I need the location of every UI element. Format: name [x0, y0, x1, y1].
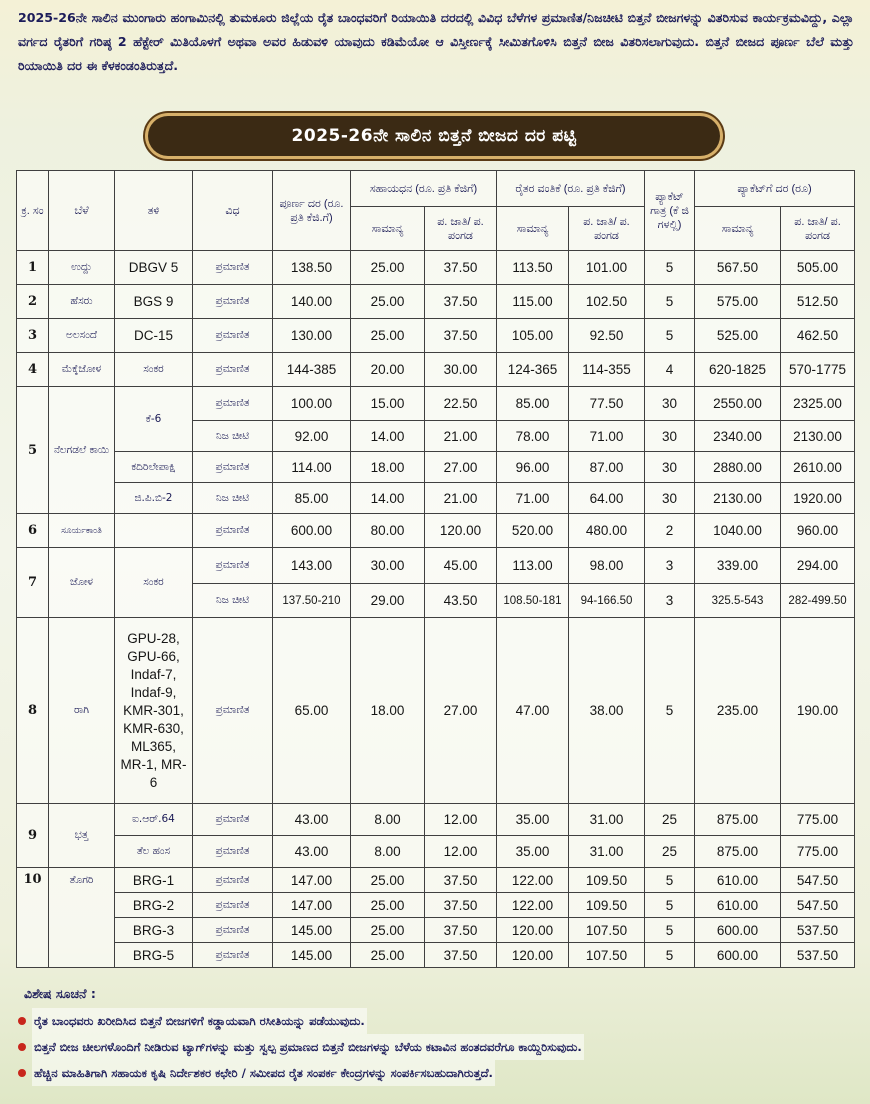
cell-share-general: 105.00 — [497, 319, 569, 353]
cell-share-general: 35.00 — [497, 804, 569, 836]
cell-variety: DBGV 5 — [115, 251, 193, 285]
cell-packet-scst: 2325.00 — [781, 387, 855, 421]
table-row — [17, 918, 855, 943]
cell-share-scst: 109.50 — [569, 868, 645, 893]
cell-variety: BRG-3 — [115, 918, 193, 943]
table-row — [17, 836, 855, 868]
header-sn: ಕ್ರ. ಸಂ — [17, 171, 49, 251]
cell-variety — [115, 514, 193, 548]
cell-subsidy-general: 25.00 — [351, 285, 425, 319]
cell-share-general: 78.00 — [497, 421, 569, 452]
cell-full-price: 114.00 — [273, 452, 351, 483]
cell-packet-scst: 505.00 — [781, 251, 855, 285]
cell-crop: ನೆಲಗಡಲೆ ಕಾಯಿ — [49, 387, 115, 514]
cell-subsidy-general: 80.00 — [351, 514, 425, 548]
cell-subsidy-general: 25.00 — [351, 893, 425, 918]
cell-crop: ರಾಗಿ — [49, 618, 115, 804]
cell-share-scst: 480.00 — [569, 514, 645, 548]
cell-packet: 30 — [645, 452, 695, 483]
cell-share-scst: 92.50 — [569, 319, 645, 353]
cell-subsidy-scst: 30.00 — [425, 353, 497, 387]
cell-packet-scst: 462.50 — [781, 319, 855, 353]
cell-packet-general: 567.50 — [695, 251, 781, 285]
cell-sn: 5 — [17, 387, 49, 514]
cell-full-price: 85.00 — [273, 483, 351, 514]
seed-rate-table — [16, 170, 855, 968]
cell-variety: ಸಂಕರ — [115, 353, 193, 387]
table-row — [17, 618, 855, 804]
header-variety: ತಳಿ — [115, 171, 193, 251]
cell-share-scst: 107.50 — [569, 943, 645, 968]
cell-share-general: 113.00 — [497, 548, 569, 584]
cell-full-price: 140.00 — [273, 285, 351, 319]
cell-packet-general: 2130.00 — [695, 483, 781, 514]
cell-type: ಪ್ರಮಾಣಿತ — [193, 452, 273, 483]
cell-share-general: 520.00 — [497, 514, 569, 548]
cell-subsidy-general: 18.00 — [351, 618, 425, 804]
cell-subsidy-general: 29.00 — [351, 584, 425, 618]
table-row — [17, 353, 855, 387]
cell-subsidy-general: 25.00 — [351, 918, 425, 943]
cell-packet: 3 — [645, 548, 695, 584]
cell-packet-general: 600.00 — [695, 918, 781, 943]
header-type: ವಿಧ — [193, 171, 273, 251]
cell-type: ಪ್ರಮಾಣಿತ — [193, 251, 273, 285]
cell-packet-scst: 2130.00 — [781, 421, 855, 452]
cell-share-general: 47.00 — [497, 618, 569, 804]
cell-variety: ಕೆ-6 — [115, 387, 193, 452]
notes-title: ವಿಶೇಷ ಸೂಚನೆ : — [24, 986, 96, 1001]
cell-subsidy-scst: 37.50 — [425, 319, 497, 353]
cell-share-general: 120.00 — [497, 943, 569, 968]
cell-packet-general: 235.00 — [695, 618, 781, 804]
cell-packet-scst: 775.00 — [781, 804, 855, 836]
cell-sn: 9 — [17, 804, 49, 868]
cell-packet: 3 — [645, 584, 695, 618]
cell-share-scst: 71.00 — [569, 421, 645, 452]
cell-variety: GPU-28, GPU-66, Indaf-7, Indaf-9, KMR-301, KMR-630, ML365, MR-1, MR-6 — [115, 618, 193, 804]
cell-packet: 25 — [645, 836, 695, 868]
header-subsidy-scst: ಪ. ಜಾತಿ/ ಪ. ಪಂಗಡ — [425, 207, 497, 251]
header-share-scst: ಪ. ಜಾತಿ/ ಪ. ಪಂಗಡ — [569, 207, 645, 251]
cell-share-scst: 107.50 — [569, 918, 645, 943]
special-notes — [18, 986, 854, 1086]
cell-packet: 2 — [645, 514, 695, 548]
cell-crop: ತೊಗರಿ — [49, 868, 115, 968]
cell-variety: BRG-1 — [115, 868, 193, 893]
cell-subsidy-scst: 37.50 — [425, 943, 497, 968]
cell-type: ಪ್ರಮಾಣಿತ — [193, 868, 273, 893]
cell-share-scst: 77.50 — [569, 387, 645, 421]
cell-share-scst: 114-355 — [569, 353, 645, 387]
cell-variety: ಐ.ಆರ್.64 — [115, 804, 193, 836]
table-row — [17, 483, 855, 514]
cell-packet-general: 1040.00 — [695, 514, 781, 548]
cell-subsidy-scst: 27.00 — [425, 618, 497, 804]
cell-full-price: 92.00 — [273, 421, 351, 452]
cell-type: ಪ್ರಮಾಣಿತ — [193, 285, 273, 319]
note-text: ಬಿತ್ತನೆ ಬೀಜ ಚೀಲಗಳೊಂದಿಗೆ ನೀಡಿರುವ ಟ್ಯಾಗ್‌ಗಳನ್ನು ಮತ್ತು ಸ್ವಲ್ಪ ಪ್ರಮಾಣದ ಬಿತ್ತನೆ ಬೀಜಗಳನ್ನು ಬೆಳೆಯ ಕಟಾವಿನ ಹಂತದವರೆಗೂ ಕಾಯ್ದಿರಿಸುವುದು. — [32, 1034, 584, 1060]
page-title: 2025-26ನೇ ಸಾಲಿನ ಬಿತ್ತನೆ ಬೀಜದ ದರ ಪಟ್ಟಿ — [291, 126, 577, 146]
note-item — [18, 1034, 854, 1060]
header-farmer-share: ರೈತರ ವಂತಿಕೆ (ರೂ. ಪ್ರತಿ ಕೆಜಿಗೆ) — [497, 171, 645, 207]
cell-share-general: 124-365 — [497, 353, 569, 387]
cell-packet-scst: 547.50 — [781, 868, 855, 893]
cell-type: ಪ್ರಮಾಣಿತ — [193, 319, 273, 353]
cell-packet-general: 2340.00 — [695, 421, 781, 452]
cell-crop: ಮೆಕ್ಕೆಜೋಳ — [49, 353, 115, 387]
cell-subsidy-general: 30.00 — [351, 548, 425, 584]
cell-subsidy-general: 14.00 — [351, 483, 425, 514]
cell-packet: 5 — [645, 918, 695, 943]
cell-crop: ಅಲಸಂದೆ — [49, 319, 115, 353]
bullet-icon — [18, 1017, 26, 1025]
cell-type: ಪ್ರಮಾಣಿತ — [193, 387, 273, 421]
cell-subsidy-scst: 21.00 — [425, 421, 497, 452]
cell-share-general: 85.00 — [497, 387, 569, 421]
cell-variety: BGS 9 — [115, 285, 193, 319]
cell-subsidy-scst: 12.00 — [425, 804, 497, 836]
cell-packet-general: 600.00 — [695, 943, 781, 968]
cell-type: ಪ್ರಮಾಣಿತ — [193, 804, 273, 836]
cell-sn: 3 — [17, 319, 49, 353]
cell-crop: ಉದ್ದು — [49, 251, 115, 285]
cell-full-price: 100.00 — [273, 387, 351, 421]
table-row — [17, 285, 855, 319]
header-share-general: ಸಾಮಾನ್ಯ — [497, 207, 569, 251]
cell-type: ನಿಜ ಚೀಟಿ — [193, 421, 273, 452]
cell-packet: 5 — [645, 943, 695, 968]
header-crop: ಬೆಳೆ — [49, 171, 115, 251]
cell-packet: 5 — [645, 319, 695, 353]
cell-subsidy-scst: 37.50 — [425, 868, 497, 893]
cell-sn: 6 — [17, 514, 49, 548]
table-row — [17, 452, 855, 483]
title-banner — [148, 116, 720, 156]
cell-share-general: 108.50-181 — [497, 584, 569, 618]
cell-share-scst: 102.50 — [569, 285, 645, 319]
cell-full-price: 144-385 — [273, 353, 351, 387]
table-row — [17, 319, 855, 353]
cell-subsidy-general: 8.00 — [351, 804, 425, 836]
cell-packet-scst: 960.00 — [781, 514, 855, 548]
cell-full-price: 65.00 — [273, 618, 351, 804]
cell-type: ಪ್ರಮಾಣಿತ — [193, 918, 273, 943]
header-packet-general: ಸಾಮಾನ್ಯ — [695, 207, 781, 251]
cell-share-scst: 31.00 — [569, 836, 645, 868]
note-text: ಹೆಚ್ಚಿನ ಮಾಹಿತಿಗಾಗಿ ಸಹಾಯಕ ಕೃಷಿ ನಿರ್ದೇಶಕರ ಕಛೇರಿ / ಸಮೀಪದ ರೈತ ಸಂಪರ್ಕ ಕೇಂದ್ರಗಳನ್ನು ಸಂಪರ್ಕಿಸಬಹುದಾಗಿರುತ್ತದೆ. — [32, 1060, 495, 1086]
cell-variety: ಕದಿರಿಲೇಪಾಕ್ಷಿ — [115, 452, 193, 483]
table-row — [17, 387, 855, 421]
table-row — [17, 514, 855, 548]
cell-packet-scst: 2610.00 — [781, 452, 855, 483]
table-row — [17, 804, 855, 836]
cell-packet-scst: 282-499.50 — [781, 584, 855, 618]
cell-crop: ಹೆಸರು — [49, 285, 115, 319]
cell-sn: 2 — [17, 285, 49, 319]
table-row — [17, 943, 855, 968]
cell-packet-scst: 190.00 — [781, 618, 855, 804]
cell-subsidy-scst: 37.50 — [425, 918, 497, 943]
cell-share-general: 113.50 — [497, 251, 569, 285]
cell-subsidy-general: 25.00 — [351, 319, 425, 353]
cell-packet: 30 — [645, 483, 695, 514]
cell-packet-scst: 570-1775 — [781, 353, 855, 387]
cell-subsidy-scst: 37.50 — [425, 251, 497, 285]
cell-packet-general: 610.00 — [695, 868, 781, 893]
cell-packet-scst: 775.00 — [781, 836, 855, 868]
cell-type: ಪ್ರಮಾಣಿತ — [193, 836, 273, 868]
cell-packet: 5 — [645, 618, 695, 804]
cell-share-scst: 64.00 — [569, 483, 645, 514]
cell-full-price: 145.00 — [273, 918, 351, 943]
cell-sn: 8 — [17, 618, 49, 804]
cell-type: ನಿಜ ಚೀಟಿ — [193, 584, 273, 618]
cell-sn: 7 — [17, 548, 49, 618]
cell-share-general: 96.00 — [497, 452, 569, 483]
cell-share-general: 120.00 — [497, 918, 569, 943]
table-row — [17, 868, 855, 893]
header-packet-price: ಪ್ಯಾಕೆಟ್‌ಗೆ ದರ (ರೂ) — [695, 171, 855, 207]
cell-packet-general: 525.00 — [695, 319, 781, 353]
cell-sn: 1 — [17, 251, 49, 285]
cell-full-price: 130.00 — [273, 319, 351, 353]
cell-packet-scst: 512.50 — [781, 285, 855, 319]
cell-full-price: 137.50-210 — [273, 584, 351, 618]
table-row — [17, 893, 855, 918]
cell-variety: BRG-2 — [115, 893, 193, 918]
cell-packet-general: 339.00 — [695, 548, 781, 584]
cell-type: ನಿಜ ಚೀಟಿ — [193, 483, 273, 514]
cell-subsidy-general: 20.00 — [351, 353, 425, 387]
cell-subsidy-general: 25.00 — [351, 868, 425, 893]
cell-full-price: 145.00 — [273, 943, 351, 968]
header-subsidy-general: ಸಾಮಾನ್ಯ — [351, 207, 425, 251]
cell-packet: 30 — [645, 421, 695, 452]
cell-variety: BRG-5 — [115, 943, 193, 968]
cell-packet: 5 — [645, 893, 695, 918]
cell-sn: 4 — [17, 353, 49, 387]
cell-packet-general: 875.00 — [695, 836, 781, 868]
cell-full-price: 43.00 — [273, 836, 351, 868]
cell-full-price: 600.00 — [273, 514, 351, 548]
cell-packet-general: 2550.00 — [695, 387, 781, 421]
cell-variety: DC-15 — [115, 319, 193, 353]
cell-share-scst: 31.00 — [569, 804, 645, 836]
cell-crop: ಸೂರ್ಯಕಾಂತಿ — [49, 514, 115, 548]
header-full-price: ಪೂರ್ಣ ದರ (ರೂ. ಪ್ರತಿ ಕೆಜಿ.ಗೆ) — [273, 171, 351, 251]
note-item — [18, 1060, 854, 1086]
cell-subsidy-general: 25.00 — [351, 943, 425, 968]
cell-share-general: 71.00 — [497, 483, 569, 514]
cell-type: ಪ್ರಮಾಣಿತ — [193, 548, 273, 584]
cell-packet-scst: 547.50 — [781, 893, 855, 918]
cell-packet: 5 — [645, 285, 695, 319]
header-packet-scst: ಪ. ಜಾತಿ/ ಪ. ಪಂಗಡ — [781, 207, 855, 251]
cell-full-price: 147.00 — [273, 868, 351, 893]
cell-crop: ಭತ್ತ — [49, 804, 115, 868]
cell-type: ಪ್ರಮಾಣಿತ — [193, 353, 273, 387]
cell-subsidy-scst: 120.00 — [425, 514, 497, 548]
cell-packet: 25 — [645, 804, 695, 836]
cell-share-scst: 87.00 — [569, 452, 645, 483]
cell-full-price: 143.00 — [273, 548, 351, 584]
cell-subsidy-scst: 45.00 — [425, 548, 497, 584]
cell-subsidy-scst: 21.00 — [425, 483, 497, 514]
cell-type: ಪ್ರಮಾಣಿತ — [193, 943, 273, 968]
cell-full-price: 138.50 — [273, 251, 351, 285]
cell-subsidy-general: 14.00 — [351, 421, 425, 452]
cell-variety: ಜಿ.ಪಿ.ಬಿ-2 — [115, 483, 193, 514]
cell-packet: 30 — [645, 387, 695, 421]
table-row — [17, 548, 855, 584]
cell-share-scst: 94-166.50 — [569, 584, 645, 618]
cell-subsidy-scst: 12.00 — [425, 836, 497, 868]
cell-subsidy-scst: 37.50 — [425, 893, 497, 918]
cell-subsidy-scst: 22.50 — [425, 387, 497, 421]
cell-subsidy-general: 18.00 — [351, 452, 425, 483]
header-packet-size: ಪ್ಯಾಕೆಟ್ ಗಾತ್ರ (ಕೆ ಜಿ ಗಳಲ್ಲಿ) — [645, 171, 695, 251]
cell-share-general: 122.00 — [497, 893, 569, 918]
intro-paragraph: 2025-26ನೇ ಸಾಲಿನ ಮುಂಗಾರು ಹಂಗಾಮಿನಲ್ಲಿ ತುಮಕೂರು ಜಿಲ್ಲೆಯ ರೈತ ಬಾಂಧವರಿಗೆ ರಿಯಾಯಿತಿ ದರದಲ್ಲಿ ವಿವಿಧ ಬೆಳೆಗಳ ಪ್ರಮಾಣಿತ/ನಿಜಚೀಟಿ ಬಿತ್ತನೆ ಬೀಜಗಳನ್ನು ವಿತರಿಸುವ ಕಾರ್ಯಕ್ರಮವಿದ್ದು, ಎಲ್ಲಾ ವರ್ಗದ ರೈತರಿಗೆ ಗರಿಷ್ಠ 2 ಹೆಕ್ಟೇರ್ ಮಿತಿಯೊಳಗೆ ಅಥವಾ ಅವರ ಹಿಡುವಳಿ ಯಾವುದು ಕಡಿಮೆಯೋ ಆ ವಿಸ್ತೀರ್ಣಕ್ಕೆ ಸೀಮಿತಗೊಳಿಸಿ ಬಿತ್ತನೆ ಬೀಜ ವಿತರಿಸಲಾಗುವುದು. ಬಿತ್ತನೆ ಬೀಜದ ಪೂರ್ಣ ಬೆಲೆ ಮತ್ತು ರಿಯಾಯಿತಿ ದರ ಈ ಕೆಳಕಂಡಂತಿರುತ್ತದೆ. — [18, 10, 854, 73]
cell-share-scst: 38.00 — [569, 618, 645, 804]
table-row — [17, 251, 855, 285]
cell-share-general: 35.00 — [497, 836, 569, 868]
cell-variety: ಸಂಕರ — [115, 548, 193, 618]
cell-type: ಪ್ರಮಾಣಿತ — [193, 514, 273, 548]
cell-packet-scst: 1920.00 — [781, 483, 855, 514]
cell-type: ಪ್ರಮಾಣಿತ — [193, 893, 273, 918]
cell-type: ಪ್ರಮಾಣಿತ — [193, 618, 273, 804]
cell-packet-general: 325.5-543 — [695, 584, 781, 618]
cell-subsidy-general: 15.00 — [351, 387, 425, 421]
cell-packet-general: 875.00 — [695, 804, 781, 836]
cell-share-general: 115.00 — [497, 285, 569, 319]
note-item — [18, 1008, 854, 1034]
cell-packet-general: 575.00 — [695, 285, 781, 319]
cell-packet-scst: 294.00 — [781, 548, 855, 584]
note-text: ರೈತ ಬಾಂಧವರು ಖರೀದಿಸಿದ ಬಿತ್ತನೆ ಬೀಜಗಳಿಗೆ ಕಡ್ಡಾಯವಾಗಿ ರಸೀತಿಯನ್ನು ಪಡೆಯುವುದು. — [32, 1008, 367, 1034]
cell-share-scst: 101.00 — [569, 251, 645, 285]
cell-subsidy-scst: 37.50 — [425, 285, 497, 319]
cell-subsidy-general: 25.00 — [351, 251, 425, 285]
bullet-icon — [18, 1069, 26, 1077]
cell-share-scst: 98.00 — [569, 548, 645, 584]
cell-packet-general: 620-1825 — [695, 353, 781, 387]
bullet-icon — [18, 1043, 26, 1051]
cell-subsidy-general: 8.00 — [351, 836, 425, 868]
cell-crop: ಜೋಳ — [49, 548, 115, 618]
cell-full-price: 43.00 — [273, 804, 351, 836]
cell-sn: 10 — [17, 868, 49, 968]
cell-packet-scst: 537.50 — [781, 943, 855, 968]
cell-variety: ತೆಲ ಹಂಸ — [115, 836, 193, 868]
cell-share-general: 122.00 — [497, 868, 569, 893]
cell-packet-general: 610.00 — [695, 893, 781, 918]
cell-packet: 5 — [645, 868, 695, 893]
cell-subsidy-scst: 27.00 — [425, 452, 497, 483]
cell-subsidy-scst: 43.50 — [425, 584, 497, 618]
cell-full-price: 147.00 — [273, 893, 351, 918]
cell-packet-scst: 537.50 — [781, 918, 855, 943]
header-subsidy: ಸಹಾಯಧನ (ರೂ. ಪ್ರತಿ ಕೆಜಿಗೆ) — [351, 171, 497, 207]
cell-packet: 4 — [645, 353, 695, 387]
cell-packet-general: 2880.00 — [695, 452, 781, 483]
cell-packet: 5 — [645, 251, 695, 285]
cell-share-scst: 109.50 — [569, 893, 645, 918]
